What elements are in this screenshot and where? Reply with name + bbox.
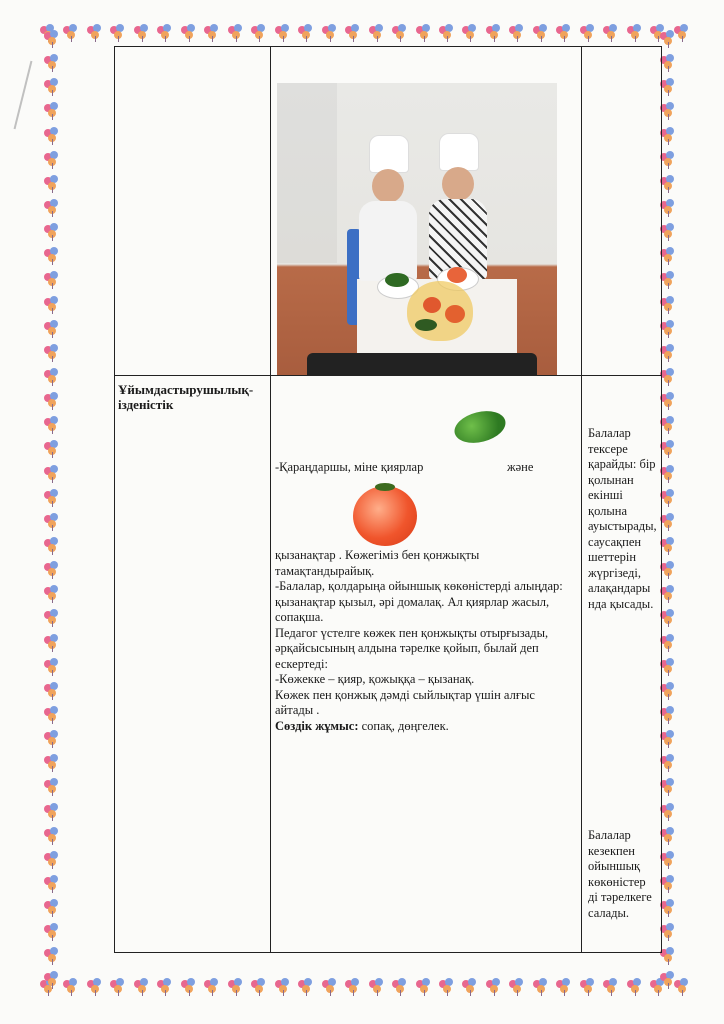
balloon-icon — [660, 30, 676, 48]
balloon-icon — [439, 24, 455, 42]
balloon-icon — [603, 24, 619, 42]
balloon-icon — [416, 978, 432, 996]
balloon-icon — [44, 585, 60, 603]
children-action-2: Балалар кезекпен ойыншық көкөністер ді тәрелкеге салады. — [588, 828, 652, 920]
balloon-icon — [44, 127, 60, 145]
balloon-icon — [345, 978, 361, 996]
balloon-icon — [660, 585, 676, 603]
balloon-icon — [44, 971, 60, 989]
balloon-icon — [44, 609, 60, 627]
vocabulary-label: Сөздік жұмыс: — [275, 718, 359, 733]
balloon-icon — [580, 978, 596, 996]
balloon-icon — [44, 947, 60, 965]
balloon-icon — [660, 875, 676, 893]
balloon-icon — [44, 271, 60, 289]
table-row — [115, 376, 662, 953]
balloon-icon — [603, 978, 619, 996]
lesson-table — [114, 46, 662, 953]
border-left — [44, 30, 68, 990]
paragraph: -Балалар, қолдарыңа ойыншық көкөністерді алыңдар: қызанақтар қызыл, әрі домалақ. Ал қиярлар жасыл, сопақша. — [275, 579, 563, 624]
border-top — [40, 24, 690, 48]
balloon-icon — [660, 899, 676, 917]
balloon-icon — [660, 827, 676, 845]
balloon-icon — [660, 416, 676, 434]
balloon-icon — [181, 24, 197, 42]
balloon-icon — [44, 465, 60, 483]
children-action: Балалар тексере қарайды: бір қолынан екінші қолына ауыстырады, саусақпен шеттерін жүргізеді, алақандары нда қысады. — [588, 426, 657, 611]
balloon-icon — [556, 978, 572, 996]
balloon-icon — [533, 978, 549, 996]
balloon-icon — [44, 368, 60, 386]
balloon-icon — [228, 24, 244, 42]
balloon-icon — [251, 978, 267, 996]
balloon-icon — [660, 971, 676, 989]
balloon-icon — [660, 851, 676, 869]
balloon-icon — [44, 102, 60, 120]
balloon-icon — [660, 102, 676, 120]
balloon-icon — [660, 465, 676, 483]
balloon-icon — [44, 320, 60, 338]
balloon-icon — [44, 223, 60, 241]
balloon-icon — [44, 199, 60, 217]
balloon-icon — [660, 78, 676, 96]
balloon-icon — [660, 320, 676, 338]
balloon-icon — [660, 513, 676, 531]
intro-text: -Қараңдаршы, міне қиярлар — [275, 460, 424, 474]
balloon-icon — [44, 706, 60, 724]
balloon-icon — [275, 24, 291, 42]
balloon-icon — [110, 24, 126, 42]
balloon-icon — [486, 978, 502, 996]
balloon-icon — [204, 24, 220, 42]
section-title: Ұйымдастырушылық-ізденістік — [118, 382, 254, 412]
balloon-icon — [44, 875, 60, 893]
balloon-icon — [660, 127, 676, 145]
balloon-icon — [627, 24, 643, 42]
vocabulary-line — [275, 719, 575, 735]
balloon-icon — [660, 923, 676, 941]
balloon-icon — [462, 978, 478, 996]
balloon-icon — [44, 175, 60, 193]
balloon-icon — [392, 978, 408, 996]
balloon-icon — [509, 24, 525, 42]
balloon-icon — [660, 754, 676, 772]
border-right — [660, 30, 684, 990]
balloon-icon — [44, 899, 60, 917]
balloon-icon — [660, 730, 676, 748]
tomato-icon — [353, 486, 417, 546]
balloon-icon — [134, 978, 150, 996]
balloon-icon — [660, 706, 676, 724]
children-photo — [277, 83, 557, 375]
balloon-icon — [660, 658, 676, 676]
balloon-icon — [44, 78, 60, 96]
balloon-icon — [44, 416, 60, 434]
balloon-icon — [627, 978, 643, 996]
balloon-icon — [416, 24, 432, 42]
balloon-icon — [87, 978, 103, 996]
balloon-icon — [298, 978, 314, 996]
paragraph: қызанақтар . Көжегіміз бен қонжықты тамақтандырайық. — [275, 548, 480, 578]
balloon-icon — [556, 24, 572, 42]
balloon-icon — [660, 440, 676, 458]
balloon-icon — [660, 803, 676, 821]
balloon-icon — [251, 24, 267, 42]
balloon-icon — [44, 561, 60, 579]
balloon-icon — [44, 392, 60, 410]
balloon-icon — [44, 634, 60, 652]
balloon-icon — [660, 344, 676, 362]
balloon-icon — [44, 803, 60, 821]
table-row — [115, 47, 662, 376]
balloon-icon — [134, 24, 150, 42]
lesson-text — [275, 548, 575, 734]
balloon-icon — [110, 978, 126, 996]
balloon-icon — [44, 827, 60, 845]
balloon-icon — [44, 658, 60, 676]
balloon-icon — [392, 24, 408, 42]
balloon-icon — [660, 151, 676, 169]
balloon-icon — [660, 537, 676, 555]
balloon-icon — [509, 978, 525, 996]
balloon-icon — [181, 978, 197, 996]
cucumber-icon — [451, 406, 509, 448]
balloon-icon — [44, 54, 60, 72]
balloon-icon — [369, 978, 385, 996]
balloon-icon — [462, 24, 478, 42]
balloon-icon — [660, 199, 676, 217]
balloon-icon — [660, 682, 676, 700]
intro-text-and: және — [507, 460, 534, 474]
balloon-icon — [44, 537, 60, 555]
child-left — [353, 135, 423, 285]
balloon-icon — [660, 296, 676, 314]
balloon-icon — [322, 24, 338, 42]
paragraph: -Көжекке – қияр, қожыққа – қызанақ. — [275, 672, 475, 686]
balloon-icon — [322, 978, 338, 996]
balloon-icon — [660, 223, 676, 241]
balloon-icon — [44, 682, 60, 700]
balloon-icon — [44, 778, 60, 796]
balloon-icon — [44, 344, 60, 362]
balloon-icon — [44, 151, 60, 169]
balloon-icon — [533, 24, 549, 42]
paragraph: Көжек пен қонжық дәмді сыйлықтар үшін алғыс айтады . — [275, 687, 535, 717]
scan-mark — [14, 61, 33, 129]
balloon-icon — [660, 247, 676, 265]
balloon-icon — [157, 24, 173, 42]
balloon-icon — [660, 271, 676, 289]
balloon-icon — [44, 296, 60, 314]
balloon-icon — [660, 947, 676, 965]
balloon-icon — [486, 24, 502, 42]
balloon-icon — [298, 24, 314, 42]
balloon-icon — [660, 489, 676, 507]
balloon-icon — [580, 24, 596, 42]
balloon-icon — [44, 923, 60, 941]
paragraph: Педагог үстелге көжек пен қонжықты отырғызады, әрқайсысының алдына тәрелке қойып, былай деп ескертеді: — [275, 625, 549, 671]
border-bottom — [40, 978, 690, 1002]
balloon-icon — [44, 489, 60, 507]
balloon-icon — [660, 609, 676, 627]
balloon-icon — [660, 634, 676, 652]
balloon-icon — [275, 978, 291, 996]
balloon-icon — [660, 54, 676, 72]
balloon-icon — [660, 175, 676, 193]
balloon-icon — [44, 730, 60, 748]
balloon-icon — [369, 24, 385, 42]
balloon-icon — [228, 978, 244, 996]
balloon-icon — [660, 778, 676, 796]
child-right — [423, 133, 493, 283]
balloon-icon — [345, 24, 361, 42]
balloon-icon — [44, 851, 60, 869]
balloon-icon — [44, 513, 60, 531]
balloon-icon — [204, 978, 220, 996]
balloon-icon — [157, 978, 173, 996]
balloon-icon — [439, 978, 455, 996]
balloon-icon — [87, 24, 103, 42]
balloon-icon — [44, 30, 60, 48]
balloon-icon — [44, 754, 60, 772]
balloon-icon — [44, 247, 60, 265]
vocabulary-text: сопақ, дөңгелек. — [358, 718, 449, 733]
balloon-icon — [660, 392, 676, 410]
balloon-icon — [44, 440, 60, 458]
balloon-icon — [660, 561, 676, 579]
balloon-icon — [660, 368, 676, 386]
